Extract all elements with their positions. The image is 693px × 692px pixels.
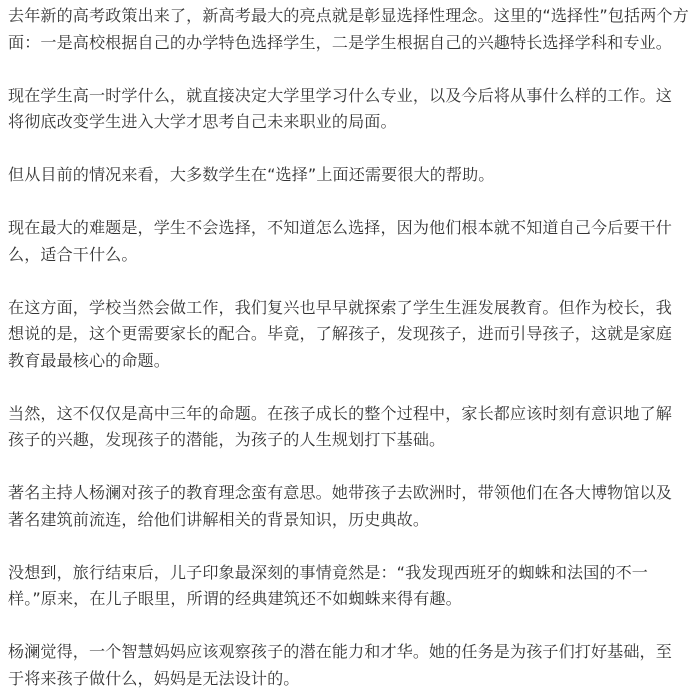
paragraph-line: 著名主持人杨澜对孩子的教育理念蛮有意思。她带孩子去欧洲时，带领他们在各大博物馆以及 xyxy=(8,480,688,507)
paragraph-line: 现在最大的难题是，学生不会选择，不知道怎么选择，因为他们根本就不知道自己今后要干什 xyxy=(8,215,688,242)
paragraph-line: 面：一是高校根据自己的办学特色选择学生，二是学生根据自己的兴趣特长选择学科和专业。 xyxy=(8,30,688,57)
paragraph-line: 教育最最核心的命题。 xyxy=(8,348,688,375)
paragraph-2 xyxy=(8,83,688,136)
article-body xyxy=(8,3,688,692)
paragraph-line: 孩子的兴趣，发现孩子的潜能，为孩子的人生规划打下基础。 xyxy=(8,427,688,454)
paragraph-6 xyxy=(8,401,688,454)
paragraph-line: 著名建筑前流连，给他们讲解相关的背景知识，历史典故。 xyxy=(8,507,688,534)
paragraph-9 xyxy=(8,639,688,692)
paragraph-8 xyxy=(8,560,688,613)
paragraph-line: 当然，这不仅仅是高中三年的命题。在孩子成长的整个过程中，家长都应该时刻有意识地了解 xyxy=(8,401,688,428)
paragraph-7 xyxy=(8,480,688,533)
paragraph-1 xyxy=(8,3,688,56)
paragraph-line: 于将来孩子做什么，妈妈是无法设计的。 xyxy=(8,666,688,692)
paragraph-3 xyxy=(8,162,688,189)
paragraph-line: 想说的是，这个更需要家长的配合。毕竟，了解孩子，发现孩子，进而引导孩子，这就是家庭 xyxy=(8,321,688,348)
paragraph-line: 在这方面，学校当然会做工作，我们复兴也早早就探索了学生生涯发展教育。但作为校长，我 xyxy=(8,295,688,322)
paragraph-5 xyxy=(8,295,688,375)
paragraph-line: 但从目前的情况来看，大多数学生在“选择”上面还需要很大的帮助。 xyxy=(8,162,688,189)
paragraph-line: 杨澜觉得，一个智慧妈妈应该观察孩子的潜在能力和才华。她的任务是为孩子们打好基础，至 xyxy=(8,639,688,666)
paragraph-line: 将彻底改变学生进入大学才思考自己未来职业的局面。 xyxy=(8,109,688,136)
paragraph-4 xyxy=(8,215,688,268)
paragraph-line: 去年新的高考政策出来了，新高考最大的亮点就是彰显选择性理念。这里的“选择性”包括两个方 xyxy=(8,3,688,30)
paragraph-line: 没想到，旅行结束后，儿子印象最深刻的事情竟然是：“我发现西班牙的蜘蛛和法国的不一 xyxy=(8,560,688,587)
paragraph-line: 现在学生高一时学什么，就直接决定大学里学习什么专业，以及今后将从事什么样的工作。这 xyxy=(8,83,688,110)
paragraph-line: 么，适合干什么。 xyxy=(8,242,688,269)
paragraph-line: 样。”原来，在儿子眼里，所谓的经典建筑还不如蜘蛛来得有趣。 xyxy=(8,586,688,613)
